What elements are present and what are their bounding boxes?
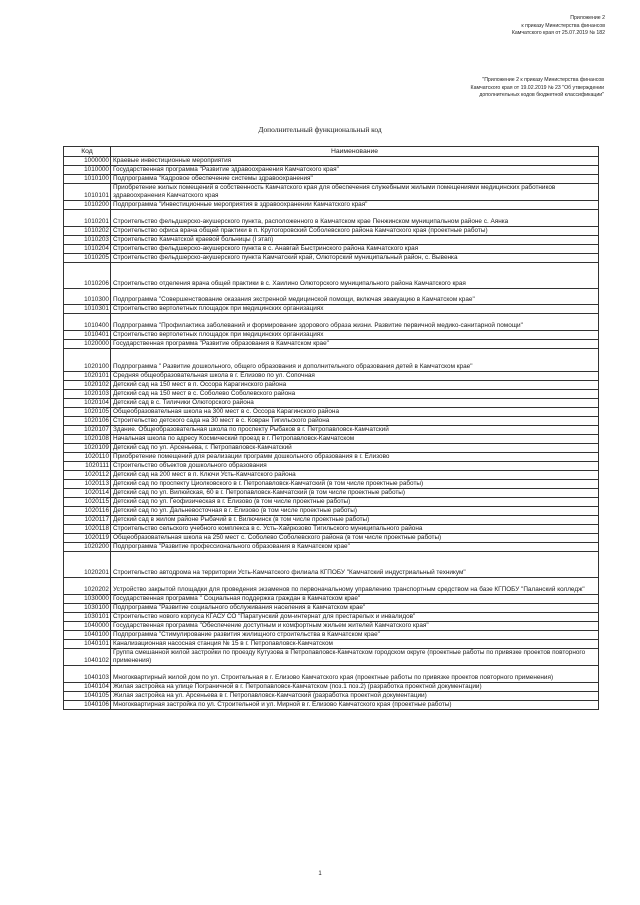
row-name: Государственная программа "Развитие здравоохранения Камчатского края" [111,166,599,175]
row-name: Подпрограмма "Инвестиционные мероприятия в здравоохранении Камчатского края" [111,201,599,210]
row-name: Подпрограмма "Развитие профессионального образования в Камчатском крае" [111,543,599,552]
row-code: 1010300 [64,289,111,305]
table-row [64,692,599,701]
order-reference [512,15,605,38]
row-code: 1010100 [64,175,111,184]
table-row [64,462,599,471]
page-number: 1 [318,871,322,877]
table-row [64,649,599,666]
row-name: Детский сад в с. Тиличики Олюторского района [111,399,599,408]
table-row [64,408,599,417]
table-row [64,263,599,289]
table-row [64,399,599,408]
table-row [64,507,599,516]
table-row [64,489,599,498]
table-row [64,604,599,613]
row-code: 1020115 [64,498,111,507]
row-name: Подпрограмма "Кадровое обеспечение системы здравоохранения" [111,175,599,184]
table-row [64,236,599,245]
row-name: Детский сад по проспекту Циолковского в г. Петропавловск-Камчатский (в том числе проектные работы) [111,480,599,489]
row-code: 1020113 [64,480,111,489]
row-name: Строительство вертолетных площадок при медицинских организациях [111,331,599,340]
row-code: 1010200 [64,201,111,210]
table-row [64,417,599,426]
row-code: 1040104 [64,683,111,692]
table-row [64,525,599,534]
row-name: Жилая застройка на ул. Арсеньева в г. Петропавловск-Камчатский (разработка проектной документации) [111,692,599,701]
row-name: Подпрограмма " Развитие дошкольного, общего образования и дополнительного образования детей в Камчатском крае" [111,349,599,372]
row-code: 1020106 [64,417,111,426]
row-code: 1010401 [64,331,111,340]
row-code: 1040100 [64,631,111,640]
row-name: Подпрограмма "Развитие социального обслуживания населения в Камчатском крае" [111,604,599,613]
row-code: 1030100 [64,604,111,613]
table-row [64,390,599,399]
row-code: 1020109 [64,444,111,453]
row-name: Строительство фельдшерско-акушерского пункта в с. Анавгай Быстринского района Камчатского края [111,245,599,254]
row-name: Строительство сельского учебного комплекса в с. Усть-Хайрюзово Тигильского муниципального района [111,525,599,534]
table-row [64,349,599,372]
row-name: Канализационная насосная станция № 15 в г. Петропавловск-Камчатском [111,640,599,649]
table-row [64,314,599,331]
table-row [64,552,599,578]
row-name: Детский сад на 150 мест в п. Оссора Карагинского района [111,381,599,390]
row-code: 1040103 [64,666,111,683]
table-row [64,435,599,444]
row-code: 1010202 [64,227,111,236]
row-code: 1030101 [64,613,111,622]
table-row [64,331,599,340]
table-row [64,157,599,166]
row-code: 1020200 [64,543,111,552]
code-column-header: Код [64,147,111,157]
row-code: 1040101 [64,640,111,649]
row-name: Строительство нового корпуса КГАСУ СО "Паратунский дом-интернат для престарелых и инвалидов" [111,613,599,622]
row-name: Приобретение помещений для реализации программ дошкольного образования в г. Елизово [111,453,599,462]
row-name: Детский сад на 150 мест в с. Соболево Соболевского района [111,390,599,399]
row-name: Детский сад по ул. Вилюйская, 60 в г. Петропавловск-Камчатский (в том числе проектные работы) [111,489,599,498]
row-code: 1020108 [64,435,111,444]
table-row [64,210,599,227]
row-name: Краевые инвестиционные мероприятия [111,157,599,166]
table-row [64,480,599,489]
table-row [64,516,599,525]
table-row [64,227,599,236]
row-code: 1040105 [64,692,111,701]
table-row [64,166,599,175]
row-name: Подпрограмма "Стимулирование развития жилищного строительства в Камчатском крае" [111,631,599,640]
table-row [64,305,599,314]
table-row [64,426,599,435]
row-name: Строительство автодрома на территории Усть-Камчатского филиала КГПОБУ "Камчатский индустриальный техникум" [111,552,599,578]
row-name: Многоквартирная застройка по ул. Строительной и ул. Мирной в г. Елизово Камчатского края (проектные работы) [111,701,599,710]
row-code: 1010101 [64,184,111,201]
row-name: Группа смешанной жилой застройки по проезду Кутузова в Петропавловск-Камчатском городском округе (проектные работы по привязке проектов повторного применения) [111,649,599,666]
row-name: Строительство отделения врача общей практики в с. Хаилино Олюторского муниципального района Камчатского края [111,263,599,289]
table-row [64,444,599,453]
row-code: 1040102 [64,649,111,666]
row-code: 1010204 [64,245,111,254]
row-name: Устройство закрытой площадки для проведения экзаменов по первоначальному управлению транспортным средством на базе КГПОБУ "Паланский колледж" [111,578,599,595]
row-name: Строительство детского сада на 30 мест в с. Ковран Тигильского района [111,417,599,426]
table-row [64,453,599,462]
row-name: Приобретение жилых помещений в собственность Камчатского края для обеспечения служебными жилыми помещениями медицинских работников здравоохранения Камчатского края [111,184,599,201]
row-code: 1020102 [64,381,111,390]
row-name: Строительство фельдшерско-акушерского пункта Камчатский край, Олюторский муниципальный район, с. Вывенка [111,254,599,263]
table-row [64,175,599,184]
row-code: 1010301 [64,305,111,314]
row-code: 1010205 [64,254,111,263]
table-row [64,595,599,604]
appendix-line: "Приложение 2 к приказу Министерства финансов [482,77,604,83]
row-name: Общеобразовательная школа на 300 мест в с. Оссора Карагинского района [111,408,599,417]
row-name: Строительство вертолетных площадок при медицинских организациях [111,305,599,314]
table-row [64,683,599,692]
row-code: 1030000 [64,595,111,604]
row-code: 1000000 [64,157,111,166]
table-row [64,640,599,649]
row-code: 1010400 [64,314,111,331]
row-code: 1020119 [64,534,111,543]
row-code: 1020000 [64,340,111,349]
row-name: Подпрограмма "Совершенствование оказания экстренной медицинской помощи, включая эвакуацию в Камчатском крае" [111,289,599,305]
row-name: Государственная программа "Развитие образования в Камчатском крае" [111,340,599,349]
codes-table [63,146,599,710]
row-code: 1010206 [64,263,111,289]
appendix-line: дополнительных кодов бюджетной классификации" [479,92,604,98]
table-row [64,201,599,210]
row-code: 1010203 [64,236,111,245]
table-row [64,471,599,480]
row-code: 1020105 [64,408,111,417]
order-line: Приложение 2 [570,15,605,21]
row-code: 1020104 [64,399,111,408]
row-name: Государственная программа " Социальная поддержка граждан в Камчатском крае" [111,595,599,604]
row-name: Государственная программа "Обеспечение доступным и комфортным жильем жителей Камчатского края" [111,622,599,631]
row-code: 1020117 [64,516,111,525]
row-code: 1010201 [64,210,111,227]
row-name: Многоквартирный жилой дом по ул. Строительная в г. Елизово Камчатского края (проектные работы по привязке проектов повторного применения) [111,666,599,683]
row-name: Детский сад по ул. Арсеньева, г. Петропавловск-Камчатский [111,444,599,453]
row-code: 1020100 [64,349,111,372]
row-name: Строительство Камчатской краевой больницы (I этап) [111,236,599,245]
row-code: 1010000 [64,166,111,175]
appendix-reference [471,77,604,100]
row-name: Детский сад по ул. Дальневосточная в г. Елизово (в том числе проектные работы) [111,507,599,516]
row-name: Начальная школа по адресу Космический проезд в г. Петропавловск-Камчатском [111,435,599,444]
table-row [64,622,599,631]
row-name: Общеобразовательная школа на 250 мест с. Соболево Соболевского района (в том числе проектные работы) [111,534,599,543]
table-row [64,372,599,381]
row-code: 1020110 [64,453,111,462]
table-row [64,340,599,349]
table-row [64,289,599,305]
row-code: 1020116 [64,507,111,516]
order-line: Камчатского края от 25.07.2019 № 182 [511,30,605,36]
row-code: 1020202 [64,578,111,595]
table-row [64,613,599,622]
table-row [64,534,599,543]
row-code: 1020103 [64,390,111,399]
row-name: Детский сад по ул. Геофизическая в г. Елизово (в том числе проектные работы) [111,498,599,507]
row-name: Детский сад в жилом районе Рыбачий в г. Вилючинск (в том числе проектные работы) [111,516,599,525]
table-row [64,498,599,507]
row-code: 1020107 [64,426,111,435]
row-code: 1020114 [64,489,111,498]
row-code: 1020111 [64,462,111,471]
row-name: Строительство офиса врача общей практики в п. Крутогоровский Соболевского района Камчатского края (проектные работы) [111,227,599,236]
row-name: Строительство фельдшерско-акушерского пункта, расположенного в Камчатском крае Пенжинском муниципальном районе с. Аянка [111,210,599,227]
table-row [64,184,599,201]
row-code: 1040000 [64,622,111,631]
row-code: 1040106 [64,701,111,710]
row-code: 1020101 [64,372,111,381]
row-name: Средняя общеобразовательная школа в г. Елизово по ул. Сопочная [111,372,599,381]
table-row [64,701,599,710]
table-row [64,245,599,254]
name-column-header: Наименование [111,147,599,157]
row-code: 1020118 [64,525,111,534]
table-row [64,381,599,390]
row-code: 1020112 [64,471,111,480]
row-name: Подпрограмма "Профилактика заболеваний и формирование здорового образа жизни. Развитие первичной медико-санитарной помощи" [111,314,599,331]
table-row [64,543,599,552]
order-line: к приказу Министерства финансов [521,22,605,29]
row-name: Детский сад на 200 мест в п. Ключи Усть-Камчатского района [111,471,599,480]
row-name: Строительство объектов дошкольного образования [111,462,599,471]
table-header-row [64,147,599,157]
table-row [64,631,599,640]
table-row [64,254,599,263]
row-name: Жилая застройка на улице Пограничной в г. Петропавловск-Камчатском (поз.1 поз.2) (разработка проектной документации) [111,683,599,692]
row-name: Здание. Общеобразовательная школа по проспекту Рыбаков в г. Петропавловск-Камчатский [111,426,599,435]
document-title: Дополнительный функциональный код [258,125,382,134]
table-row [64,578,599,595]
row-code: 1020201 [64,552,111,578]
table-row [64,666,599,683]
appendix-line: Камчатского края от 19.02.2019 № 23 "Об утверждении [470,84,604,91]
